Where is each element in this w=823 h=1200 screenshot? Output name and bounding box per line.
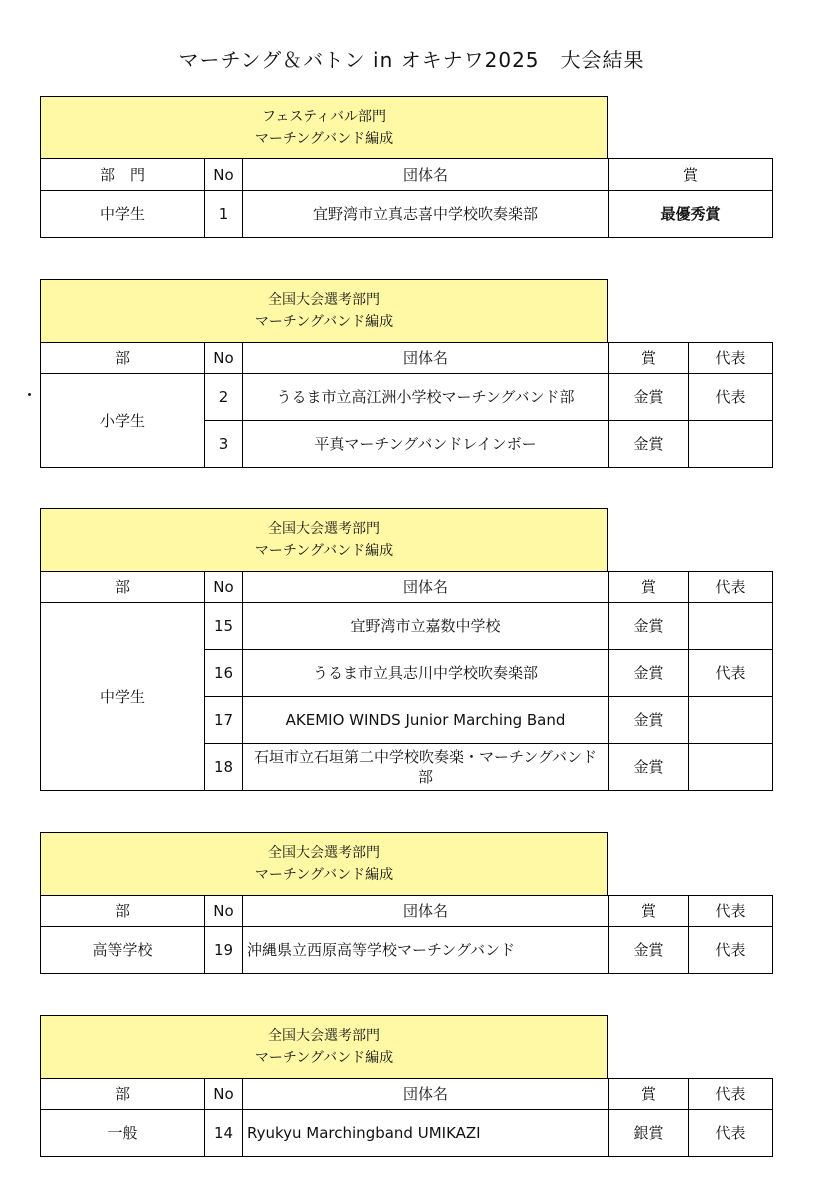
category-label: 全国大会選考部門	[268, 845, 380, 861]
col-header-no: No	[205, 896, 243, 927]
no-cell: 1	[205, 191, 243, 238]
col-header-award: 賞	[609, 343, 689, 374]
col-header-division: 部	[41, 896, 205, 927]
table-row	[41, 603, 773, 650]
col-header-group: 団体名	[243, 343, 609, 374]
rep-cell: 代表	[689, 374, 773, 421]
category-label: 全国大会選考部門	[268, 521, 380, 537]
page-title: マーチング＆バトン in オキナワ2025 大会結果	[178, 48, 645, 72]
rep-cell	[689, 421, 773, 468]
col-header-group: 団体名	[243, 159, 609, 191]
results-table-junior-high	[40, 571, 773, 791]
table-header-row	[41, 896, 773, 927]
table-header-row	[41, 343, 773, 374]
table-row	[41, 191, 773, 238]
col-header-group: 団体名	[243, 572, 609, 603]
no-cell: 3	[205, 421, 243, 468]
division-cell: 小学生	[41, 374, 205, 468]
award-cell: 金賞	[609, 374, 689, 421]
col-header-division: 部	[41, 1079, 205, 1110]
group-cell: 宜野湾市立真志喜中学校吹奏楽部	[243, 191, 609, 238]
award-cell: 金賞	[609, 421, 689, 468]
award-cell: 最優秀賞	[609, 191, 773, 238]
formation-label: マーチングバンド編成	[254, 314, 394, 330]
section-header-junior-high	[40, 508, 608, 571]
rep-cell	[689, 697, 773, 744]
col-header-no: No	[205, 572, 243, 603]
col-header-no: No	[205, 343, 243, 374]
award-cell: 金賞	[609, 697, 689, 744]
col-header-award: 賞	[609, 896, 689, 927]
division-cell: 一般	[41, 1110, 205, 1157]
group-cell: 平真マーチングバンドレインボー	[243, 421, 609, 468]
category-label: 全国大会選考部門	[268, 1028, 380, 1044]
group-cell: 宜野湾市立嘉数中学校	[243, 603, 609, 650]
no-cell: 14	[205, 1110, 243, 1157]
table-row	[41, 1110, 773, 1157]
rep-cell	[689, 603, 773, 650]
results-table-general	[40, 1078, 773, 1157]
col-header-division: 部	[41, 343, 205, 374]
no-cell: 16	[205, 650, 243, 697]
formation-label: マーチングバンド編成	[254, 130, 394, 147]
results-table-high-school	[40, 895, 773, 974]
award-cell: 金賞	[609, 603, 689, 650]
results-table-festival	[40, 158, 773, 238]
award-cell: 金賞	[609, 744, 689, 791]
group-cell: AKEMIO WINDS Junior Marching Band	[243, 697, 609, 744]
division-cell: 中学生	[41, 191, 205, 238]
rep-cell	[689, 744, 773, 791]
no-cell: 19	[205, 927, 243, 974]
rep-cell: 代表	[689, 927, 773, 974]
no-cell: 2	[205, 374, 243, 421]
table-row	[41, 374, 773, 421]
award-cell: 金賞	[609, 927, 689, 974]
group-cell: 石垣市立石垣第二中学校吹奏楽・マーチングバンド部	[243, 744, 609, 791]
col-header-award: 賞	[609, 159, 773, 191]
col-header-no: No	[205, 159, 243, 191]
formation-label: マーチングバンド編成	[254, 867, 394, 883]
col-header-no: No	[205, 1079, 243, 1110]
table-row	[41, 927, 773, 974]
stray-dot	[28, 393, 31, 396]
award-cell: 金賞	[609, 650, 689, 697]
col-header-rep: 代表	[689, 1079, 773, 1110]
formation-label: マーチングバンド編成	[254, 1050, 394, 1066]
no-cell: 18	[205, 744, 243, 791]
no-cell: 15	[205, 603, 243, 650]
section-header-festival	[40, 96, 608, 158]
group-cell: 沖縄県立西原高等学校マーチングバンド	[243, 927, 609, 974]
col-header-rep: 代表	[689, 896, 773, 927]
section-header-elementary	[40, 279, 608, 342]
category-label: 全国大会選考部門	[268, 292, 380, 308]
category-label: フェスティバル部門	[262, 108, 386, 125]
col-header-award: 賞	[609, 1079, 689, 1110]
rep-cell: 代表	[689, 1110, 773, 1157]
group-cell: うるま市立具志川中学校吹奏楽部	[243, 650, 609, 697]
group-cell: うるま市立高江洲小学校マーチングバンド部	[243, 374, 609, 421]
division-cell: 中学生	[41, 603, 205, 791]
col-header-award: 賞	[609, 572, 689, 603]
results-table-elementary	[40, 342, 773, 468]
col-header-group: 団体名	[243, 1079, 609, 1110]
award-cell: 銀賞	[609, 1110, 689, 1157]
col-header-group: 団体名	[243, 896, 609, 927]
table-header-row	[41, 1079, 773, 1110]
no-cell: 17	[205, 697, 243, 744]
section-header-high-school	[40, 832, 608, 895]
col-header-rep: 代表	[689, 343, 773, 374]
col-header-rep: 代表	[689, 572, 773, 603]
rep-cell: 代表	[689, 650, 773, 697]
section-header-general	[40, 1015, 608, 1078]
division-cell: 高等学校	[41, 927, 205, 974]
table-header-row	[41, 572, 773, 603]
col-header-division: 部 門	[41, 159, 205, 191]
col-header-division: 部	[41, 572, 205, 603]
table-header-row	[41, 159, 773, 191]
formation-label: マーチングバンド編成	[254, 543, 394, 559]
group-cell: Ryukyu Marchingband UMIKAZI	[243, 1110, 609, 1157]
